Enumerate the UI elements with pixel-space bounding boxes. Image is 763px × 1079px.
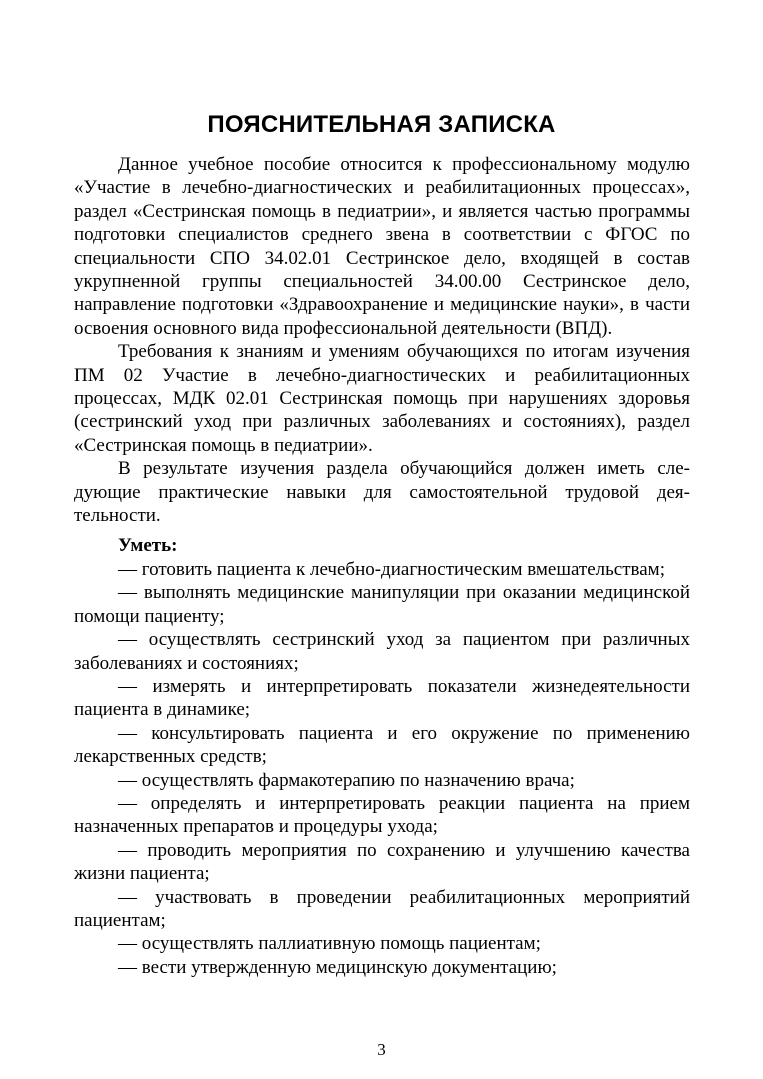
- list-item: — готовить пациента к лечебно-диагностическим вмешательствам;: [118, 558, 665, 580]
- list-item: — определять и интерпретировать реакции пациента на прием назначенных препаратов и процедуры ухода;: [74, 792, 690, 838]
- list-item: — измерять и интерпретировать показатели жизнедеятельности пациента в динамике;: [74, 675, 690, 721]
- paragraph-results: В результате изучения раздела обучающийся должен иметь следующие практические навыки для самостоятельной трудовой деятельности.: [74, 458, 690, 527]
- list-item: — консультировать пациента и его окружение по применению лекарственных средств;: [74, 722, 690, 768]
- list-item: — вести утвержденную медицинскую документацию;: [118, 956, 557, 978]
- paragraph-requirements: Требования к знаниям и умениям обучающихся по итогам изучения ПМ 02 Участие в лечебно-диагностических и реабилитационных процессах, МДК 02.01 Сестринская помощь при нарушениях здоровья (сестринский уход при различных заболеваниях и состояниях), раздел «Сестринская помощь в педиатрии».: [74, 341, 690, 456]
- document-body: [74, 153, 690, 979]
- list-item: — осуществлять паллиативную помощь пациентам;: [118, 933, 541, 955]
- list-item: — участвовать в проведении реабилитационных мероприятий пациентам;: [74, 886, 690, 931]
- skills-list: [74, 558, 690, 979]
- skills-heading: Уметь:: [118, 534, 178, 556]
- page-title: ПОЯСНИТЕЛЬНАЯ ЗАПИСКА: [207, 111, 556, 138]
- list-item: — выполнять медицинские манипуляции при оказании медицинской помощи пациенту;: [74, 582, 690, 627]
- page-number: 3: [377, 1040, 386, 1059]
- list-item: — осуществлять фармакотерапию по назначению врача;: [118, 769, 575, 791]
- paragraph-intro: Данное учебное пособие относится к профессиональному модулю «Участие в лечебно-диагностических и реабилитационных процессах», раздел «Сестринская помощь в педиатрии», и является частью программы подготовки специалистов среднего звена в соответствии с ФГОС по специальности СПО 34.02.01 Сестринское дело, входящей в состав укрупненной группы специальностей 34.00.00 Сестринское дело, направление подготовки «Здравоохранение и медицинские науки», в части освоения основного вида профессиональной деятельности (ВПД).: [74, 154, 690, 339]
- list-item: — проводить мероприятия по сохранению и улучшению качества жизни пациента;: [74, 839, 690, 885]
- list-item: — осуществлять сестринский уход за пациентом при различных заболеваниях и состояниях;: [74, 629, 690, 674]
